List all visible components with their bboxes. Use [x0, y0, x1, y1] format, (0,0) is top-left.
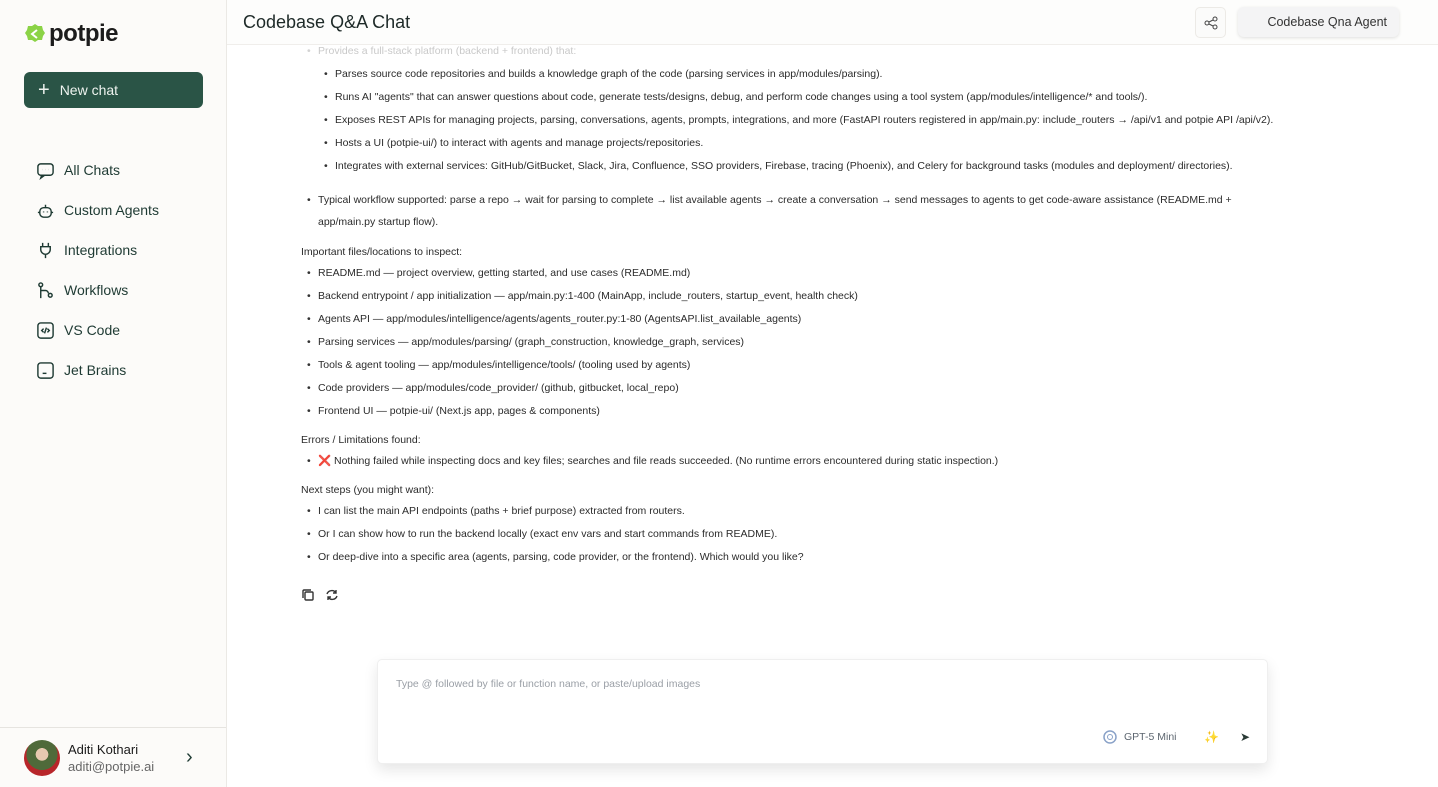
- list-item: • I can list the main API endpoints (paths + brief purpose) extracted from routers.: [301, 500, 1301, 522]
- sparkle-icon[interactable]: ✨: [1204, 730, 1219, 744]
- user-email: aditi@potpie.ai: [68, 758, 155, 774]
- model-label: GPT-5 Mini: [1124, 731, 1177, 743]
- sidebar-item-label: Workflows: [64, 282, 129, 298]
- list-item: • Backend entrypoint / app initialization — app/main.py:1-400 (MainApp, include_routers, startup_event, health check): [301, 285, 1301, 307]
- list-item: • Hosts a UI (potpie-ui/) to interact with agents and manage projects/repositories.: [318, 132, 1301, 154]
- sidebar-item-label: Jet Brains: [64, 362, 127, 378]
- sidebar-item-label: Custom Agents: [64, 202, 159, 218]
- section-heading: Important files/locations to inspect:: [301, 246, 463, 258]
- new-chat-label: New chat: [59, 82, 119, 98]
- list-item: • Tools & agent tooling — app/modules/intelligence/tools/ (tooling used by agents): [301, 354, 1301, 376]
- logo[interactable]: [24, 20, 118, 48]
- page-title: Codebase Q&A Chat: [243, 12, 411, 32]
- model-selector[interactable]: [1103, 730, 1177, 744]
- sidebar-item-integrations[interactable]: [36, 230, 159, 270]
- sidebar-item-label: Integrations: [64, 242, 138, 258]
- code-icon: [36, 321, 55, 340]
- list-item: • Frontend UI — potpie-ui/ (Next.js app, pages & components): [301, 400, 1301, 422]
- plug-icon: [36, 241, 55, 260]
- assistant-message: [301, 40, 1301, 602]
- sidebar-item-custom-agents[interactable]: [36, 190, 159, 230]
- user-profile[interactable]: [0, 727, 226, 787]
- sidebar-item-jet-brains[interactable]: [36, 350, 159, 390]
- sidebar-item-workflows[interactable]: [36, 270, 159, 310]
- header: [227, 0, 1438, 45]
- agent-selector[interactable]: Codebase Qna Agent: [1238, 7, 1399, 37]
- copy-icon[interactable]: [301, 588, 315, 602]
- potpie-logo-icon: [24, 23, 46, 45]
- list-item: • Integrates with external services: GitHub/GitBucket, Slack, Jira, Confluence, SSO providers, Firebase, tracing (Phoenix), and Celery for background tasks (modules and deployment/ directories).: [318, 155, 1301, 177]
- list-item: • ❌ Nothing failed while inspecting docs and key files; searches and file reads succeeded. (No runtime errors encountered during static inspection.): [301, 450, 1301, 472]
- regenerate-icon[interactable]: [325, 588, 339, 602]
- message-input[interactable]: [396, 678, 1216, 690]
- jetbrains-icon: [36, 361, 55, 380]
- list-item: • README.md — project overview, getting started, and use cases (README.md): [301, 262, 1301, 284]
- plus-icon: +: [38, 79, 50, 101]
- sidebar-nav: [36, 150, 159, 390]
- send-icon[interactable]: ➤: [1240, 730, 1251, 744]
- share-icon: [1204, 16, 1218, 30]
- workflow-icon: [36, 281, 55, 300]
- avatar: [24, 740, 60, 776]
- logo-text: potpie: [49, 20, 118, 47]
- chat-icon: [36, 161, 55, 180]
- list-item: • Runs AI "agents" that can answer questions about code, generate tests/designs, debug, and perform code changes using a tool system (app/modules/intelligence/* and tools/).: [318, 86, 1301, 108]
- list-item: • Typical workflow supported: parse a repo → wait for parsing to complete → list available agents → create a conversation → send messages to agents to get code-aware assistance (README.md + app/main.py startup flow).: [301, 189, 1291, 233]
- list-item: • Exposes REST APIs for managing projects, parsing, conversations, agents, prompts, integrations, and more (FastAPI routers registered in app/main.py: include_routers → /api/v1 and potpie API /api/v2).: [318, 109, 1298, 131]
- sidebar-item-all-chats[interactable]: [36, 150, 159, 190]
- section-heading: Next steps (you might want):: [301, 484, 435, 496]
- message-actions: [301, 588, 1301, 602]
- sidebar: [0, 0, 227, 787]
- list-item: • Parses source code repositories and builds a knowledge graph of the code (parsing services in app/modules/parsing).: [318, 63, 1301, 85]
- list-item: • Or I can show how to run the backend locally (exact env vars and start commands from README).: [301, 523, 1301, 545]
- list-item: • Or deep-dive into a specific area (agents, parsing, code provider, or the frontend). Which would you like?: [301, 546, 1301, 568]
- list-item: • Code providers — app/modules/code_provider/ (github, gitbucket, local_repo): [301, 377, 1301, 399]
- user-name: Aditi Kothari: [68, 741, 139, 757]
- chat-composer: [377, 659, 1268, 764]
- robot-icon: [36, 201, 55, 220]
- list-item: • Provides a full-stack platform (backend + frontend) that:: [301, 40, 1301, 62]
- list-item: • Agents API — app/modules/intelligence/agents/agents_router.py:1-80 (AgentsAPI.list_available_agents): [301, 308, 1301, 330]
- platform-list: [318, 63, 1301, 177]
- sidebar-item-vs-code[interactable]: [36, 310, 159, 350]
- sidebar-item-label: VS Code: [64, 322, 121, 338]
- sidebar-item-label: All Chats: [64, 162, 121, 178]
- openai-icon: [1103, 730, 1117, 744]
- share-button[interactable]: [1195, 7, 1226, 38]
- list-item: • Parsing services — app/modules/parsing/ (graph_construction, knowledge_graph, services): [301, 331, 1301, 353]
- new-chat-button[interactable]: [24, 72, 203, 108]
- chevron-right-icon[interactable]: ›: [186, 746, 193, 768]
- section-heading: Errors / Limitations found:: [301, 434, 421, 446]
